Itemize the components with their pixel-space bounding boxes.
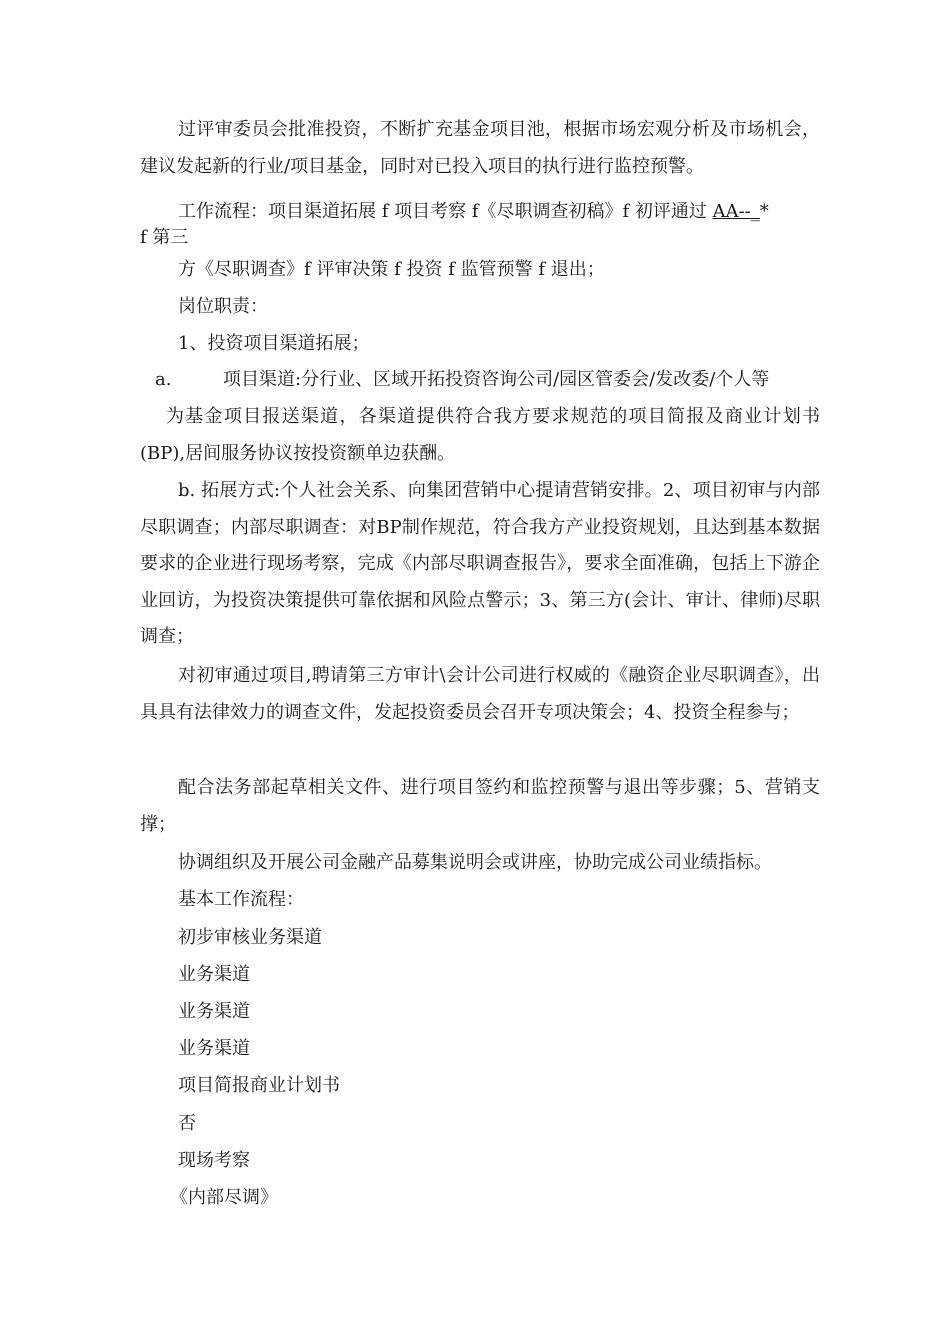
workflow-line-2: f 第三 <box>140 227 189 248</box>
paragraph-legal-support: 配合法务部起草相关文件、进行项目签约和监控预警与退出等步骤；5、营销支撑； <box>140 777 820 835</box>
basic-flow-heading: 基本工作流程： <box>178 889 304 910</box>
workflow-line-3: 方《尽职调查》f 评审决策 f 投资 f 监管预警 f 退出； <box>178 259 605 280</box>
flow-item: 《内部尽调》 <box>170 1187 278 1208</box>
flow-item: 否 <box>178 1113 196 1134</box>
flow-item: 现场考察 <box>178 1150 250 1171</box>
workflow-line-1 <box>178 194 769 230</box>
workflow-line-1-asterisk: * <box>759 201 769 222</box>
list-item-a-continuation: 为基金项目报送渠道，各渠道提供符合我方要求规范的项目简报及商业计划书(BP),居间服务协议按投资额单边获酬。 <box>140 406 820 464</box>
flow-item: 初步审核业务渠道 <box>178 927 322 948</box>
duty-1-heading: 1、投资项目渠道拓展； <box>178 333 370 354</box>
list-item-a <box>155 362 769 398</box>
paragraph-expansion-methods: b. 拓展方式:个人社会关系、向集团营销中心提请营销安排。2、项目初审与内部尽职调查；内部尽职调查：对BP制作规范，符合我方产业投资规划，且达到基本数据要求的企业进行现场考察，完成《内部尽职调查报告》，要求全面准确，包括上下游企业回访，为投资决策提供可靠依据和风险点警示；3、第三方(会计、审计、律师)尽职调查； <box>140 480 820 647</box>
paragraph-fund-pool: 过评审委员会批准投资，不断扩充基金项目池，根据市场宏观分析及市场机会，建议发起新的行业/项目基金，同时对已投入项目的执行进行监控预警。 <box>140 119 820 177</box>
flow-item: 业务渠道 <box>178 1038 250 1059</box>
workflow-line-1-underlined: AA--_ <box>712 201 760 222</box>
paragraph-third-party: 对初审通过项目,聘请第三方审计\会计公司进行权威的《融资企业尽职调查》，出具具有法律效力的调查文件，发起投资委员会召开专项决策会；4、投资全程参与； <box>140 665 820 723</box>
list-item-a-text: 项目渠道:分行业、区域开拓投资咨询公司/园区管委会/发改委/个人等 <box>223 369 770 390</box>
flow-item: 项目简报商业计划书 <box>178 1075 340 1096</box>
workflow-line-1-text: 工作流程：项目渠道拓展 f 项目考察 f《尽职调查初稿》f 初评通过 <box>178 201 713 222</box>
paragraph-marketing-support: 协调组织及开展公司金融产品募集说明会或讲座，协助完成公司业绩指标。 <box>178 852 772 873</box>
list-item-a-marker: a. <box>155 369 172 390</box>
flow-item: 业务渠道 <box>178 964 250 985</box>
duty-heading: 岗位职责： <box>178 296 268 317</box>
flow-item: 业务渠道 <box>178 1001 250 1022</box>
